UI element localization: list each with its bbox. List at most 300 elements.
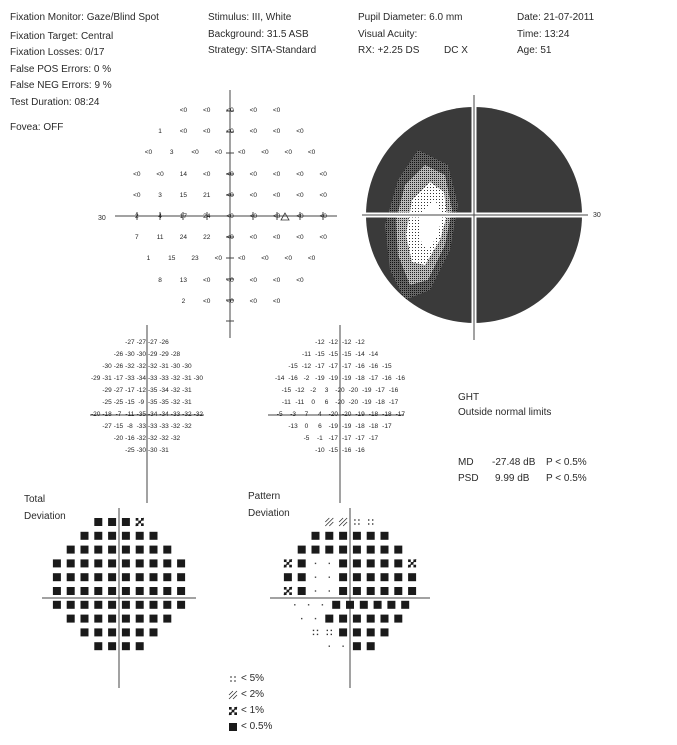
sensitivity_rows-value: <0 bbox=[319, 170, 327, 178]
legend-checker-icon bbox=[229, 707, 237, 715]
pattern-deviation-symbol bbox=[387, 601, 395, 609]
sensitivity_rows-value: <0 bbox=[249, 297, 257, 305]
stimulus: Stimulus: III, White bbox=[208, 12, 292, 23]
total-deviation-symbol bbox=[108, 559, 116, 567]
false-pos-errors: False POS Errors: 0 % bbox=[10, 64, 112, 75]
sensitivity_rows-value: <0 bbox=[144, 149, 153, 157]
total_deviation_rows-value: -32 bbox=[136, 363, 146, 370]
legend-label-05: < 0.5% bbox=[241, 721, 273, 732]
sensitivity_rows-value: <0 bbox=[296, 128, 304, 136]
md-value: -27.48 dB bbox=[492, 457, 536, 468]
pattern_deviation_rows-value: -15 bbox=[328, 351, 338, 358]
legend-solid-icon bbox=[229, 723, 237, 731]
pattern_deviation_rows-value: -16 bbox=[368, 363, 379, 370]
pattern-deviation-symbol bbox=[327, 630, 332, 635]
total-deviation-symbol bbox=[136, 518, 144, 526]
pattern-deviation-symbol bbox=[339, 518, 347, 526]
total_deviation_rows-value: -32 bbox=[182, 411, 192, 418]
total_deviation_rows-value: -30 bbox=[136, 351, 146, 358]
pattern-deviation-symbol bbox=[315, 563, 316, 564]
pattern-dev-label-1: Pattern bbox=[248, 491, 281, 502]
total_deviation_rows-value: -31 bbox=[182, 387, 192, 394]
total-deviation-symbol bbox=[108, 615, 116, 623]
pattern-dev-prob-axes bbox=[270, 508, 430, 688]
pattern_deviation_rows-value: 7 bbox=[304, 411, 309, 418]
sensitivity_rows-value: <0 bbox=[307, 255, 316, 263]
pattern_deviation_rows-value: -11 bbox=[302, 351, 311, 358]
total_deviation_rows-value: -27 bbox=[125, 339, 135, 346]
pattern_deviation_rows-value: -16 bbox=[388, 387, 399, 394]
pattern-deviation-symbol bbox=[381, 546, 389, 554]
total-deviation-symbol bbox=[177, 573, 185, 581]
pattern-deviation-symbol bbox=[339, 587, 347, 595]
pattern_deviation_rows-value: -17 bbox=[328, 363, 338, 370]
pattern_deviation_rows-value: -14 bbox=[274, 375, 285, 382]
pattern-deviation-symbol bbox=[353, 532, 361, 540]
pattern-deviation-symbol bbox=[353, 559, 361, 567]
pattern-deviation-symbol bbox=[329, 577, 330, 578]
total_deviation_rows-value: -32 bbox=[170, 375, 181, 382]
total_deviation_rows-value: -26 bbox=[159, 339, 169, 346]
total-deviation-symbol bbox=[94, 628, 102, 636]
dc: DC X bbox=[444, 45, 468, 56]
total-deviation-symbol bbox=[177, 587, 185, 595]
pattern-deviation-symbol bbox=[312, 532, 320, 540]
total_deviation_rows-value: -30 bbox=[193, 375, 203, 382]
pattern-deviation-symbol bbox=[353, 546, 361, 554]
pattern-deviation-symbol bbox=[325, 518, 333, 526]
pattern-deviation-symbol bbox=[339, 546, 347, 554]
pattern_deviation_rows-value: -19 bbox=[341, 423, 352, 430]
sensitivity_rows-value: 15 bbox=[168, 255, 176, 263]
total-deviation-symbol bbox=[108, 518, 116, 526]
total-deviation-symbol bbox=[163, 615, 171, 623]
sensitivity_rows-value: <0 bbox=[226, 297, 234, 305]
pattern_deviation_rows-value: -12 bbox=[355, 339, 365, 346]
total_deviation_rows-value: -25 bbox=[102, 399, 112, 406]
sensitivity_rows-value: <0 bbox=[319, 213, 327, 220]
pattern-deviation-symbol bbox=[353, 628, 361, 636]
sensitivity_rows-value: 3 bbox=[169, 149, 174, 157]
pattern_deviation_rows-value: -12 bbox=[328, 339, 338, 346]
total-deviation-symbol bbox=[81, 587, 89, 595]
pattern_deviation_rows-value: -11 bbox=[295, 399, 305, 406]
total_deviation_rows-value: -32 bbox=[193, 411, 203, 418]
total_deviation_rows-value: -31 bbox=[182, 375, 192, 382]
pattern-deviation-symbol bbox=[394, 587, 402, 595]
total_deviation_rows-value: -32 bbox=[182, 423, 192, 430]
pattern-deviation-symbol bbox=[381, 559, 389, 567]
pattern_deviation_rows-value: -17 bbox=[341, 363, 352, 370]
pattern_deviation_rows-value: -17 bbox=[368, 375, 379, 382]
pattern-deviation-symbol bbox=[284, 573, 292, 581]
total_deviation_rows-value: -31 bbox=[102, 375, 112, 382]
legend-label-1: < 1% bbox=[241, 705, 265, 716]
psd-label: PSD bbox=[458, 473, 479, 484]
total_deviation_rows-value: -18 bbox=[102, 411, 112, 418]
pattern_deviation_rows-value: -18 bbox=[368, 423, 379, 430]
total-deviation-symbol bbox=[150, 559, 158, 567]
pattern-deviation-symbol bbox=[354, 519, 359, 524]
sensitivity_rows-value: <0 bbox=[272, 107, 281, 114]
pattern_deviation_rows-value: 0 bbox=[311, 399, 315, 406]
total-deviation-symbol bbox=[177, 601, 185, 609]
total-deviation-symbol bbox=[81, 573, 89, 581]
pattern_deviation_rows-value: -12 bbox=[315, 339, 325, 346]
date: Date: 21-07-2011 bbox=[517, 12, 595, 23]
total_deviation_rows-value: -35 bbox=[147, 399, 158, 406]
pattern_deviation_rows-value: -18 bbox=[382, 411, 392, 418]
md-probability: P < 0.5% bbox=[546, 457, 587, 468]
total-dev-prob-axes bbox=[42, 508, 196, 688]
total-deviation-symbol bbox=[122, 628, 130, 636]
pattern-deviation-symbol bbox=[394, 559, 402, 567]
pattern-deviation-symbol bbox=[353, 587, 361, 595]
pattern_deviation_rows-value: -15 bbox=[288, 363, 298, 370]
legend-symbols bbox=[229, 676, 237, 731]
total-deviation-symbol bbox=[108, 532, 116, 540]
sensitivity_rows-value: <0 bbox=[249, 213, 257, 220]
pattern-deviation-symbol bbox=[298, 587, 306, 595]
sensitivity_rows-value: <0 bbox=[319, 191, 327, 199]
total-deviation-symbol bbox=[81, 546, 89, 554]
sensitivity_rows-value: <0 bbox=[296, 234, 304, 242]
psd-value: 9.99 dB bbox=[495, 473, 530, 484]
total-deviation-symbol bbox=[108, 601, 116, 609]
total-deviation-symbol bbox=[122, 518, 130, 526]
total-deviation-symbol bbox=[94, 532, 102, 540]
pattern_deviation_rows-value: -16 bbox=[355, 447, 365, 454]
pattern_deviation_rows-value: -3 bbox=[290, 411, 296, 418]
total_deviation_rows-value: -34 bbox=[147, 411, 158, 418]
md-label: MD bbox=[458, 457, 474, 468]
legend-hatch-icon bbox=[229, 691, 237, 699]
pattern_deviation_rows-value: -17 bbox=[382, 423, 392, 430]
pattern_deviation_rows-value: -16 bbox=[382, 375, 392, 382]
pattern-deviation-symbol bbox=[329, 646, 330, 647]
sensitivity_rows-value: <0 bbox=[272, 234, 281, 242]
psd-probability: P < 0.5% bbox=[546, 473, 587, 484]
pattern-deviation-symbol bbox=[339, 573, 347, 581]
pattern-deviation-symbol bbox=[367, 628, 375, 636]
total-deviation-symbol bbox=[108, 628, 116, 636]
sensitivity_rows-value: <0 bbox=[272, 213, 281, 220]
legend-dots4-icon bbox=[230, 676, 235, 681]
sensitivity_rows-value: <0 bbox=[179, 128, 188, 136]
pattern-deviation-symbol bbox=[284, 587, 292, 595]
pattern-deviation-symbol bbox=[401, 601, 409, 609]
pattern-deviation-symbol bbox=[294, 604, 295, 605]
sensitivity_rows-value: <0 bbox=[249, 128, 257, 136]
pattern-deviation-symbol bbox=[374, 601, 382, 609]
total-deviation-symbol bbox=[53, 601, 61, 609]
pattern_deviation_rows-value: 4 bbox=[318, 411, 322, 418]
total-deviation-symbol bbox=[94, 573, 102, 581]
pattern_deviation_rows-value: -2 bbox=[303, 375, 310, 382]
total-deviation-symbol bbox=[67, 601, 75, 609]
pattern-deviation-symbol bbox=[367, 546, 375, 554]
total-deviation-symbol bbox=[122, 642, 130, 650]
pattern-deviation-symbol bbox=[353, 615, 361, 623]
total-deviation-symbol bbox=[163, 573, 171, 581]
sensitivity_rows-value: <0 bbox=[214, 149, 223, 157]
total-deviation-symbol bbox=[150, 532, 158, 540]
sensitivity_rows-value: 1 bbox=[158, 128, 162, 136]
pattern-deviation-symbol bbox=[408, 587, 416, 595]
sensitivity_rows-value: <0 bbox=[272, 297, 281, 305]
total_deviation_rows-value: -25 bbox=[125, 447, 135, 454]
total_deviation_rows-value: -32 bbox=[136, 435, 146, 442]
total-deviation-symbol bbox=[122, 559, 130, 567]
pattern-deviation-symbol bbox=[332, 601, 340, 609]
sensitivity_rows-value: <0 bbox=[296, 191, 304, 199]
pattern_deviation_rows-value: -11 bbox=[281, 399, 291, 406]
pattern-deviation-symbol bbox=[346, 601, 354, 609]
age: Age: 51 bbox=[517, 45, 552, 56]
sensitivity_rows-value: <0 bbox=[226, 191, 234, 199]
pattern_deviation_rows-value: -1 bbox=[316, 435, 323, 442]
sensitivity_rows-value: 14 bbox=[179, 170, 188, 178]
pattern_deviation_rows-value: 6 bbox=[318, 423, 322, 430]
total-deviation-symbol bbox=[136, 601, 144, 609]
fixation-monitor: Fixation Monitor: Gaze/Blind Spot bbox=[10, 12, 159, 23]
total_deviation_rows-value: -31 bbox=[159, 363, 169, 370]
total-deviation-symbol bbox=[94, 559, 102, 567]
sensitivity_rows-value: <0 bbox=[191, 149, 199, 157]
pattern_deviation_rows-value: -15 bbox=[382, 363, 392, 370]
total_deviation_rows-value: -12 bbox=[136, 387, 146, 394]
sensitivity_rows-value: <0 bbox=[249, 191, 257, 199]
pattern_deviation_rows-value: -17 bbox=[388, 399, 399, 406]
total_deviation_rows-value: -20 bbox=[113, 435, 124, 442]
axis-label-left: 30 bbox=[98, 215, 106, 222]
total_deviation_rows-value: -7 bbox=[115, 411, 122, 418]
pattern-deviation-symbol bbox=[367, 559, 375, 567]
total-deviation-symbol bbox=[67, 587, 75, 595]
total_deviation_rows-value: -16 bbox=[125, 435, 135, 442]
sensitivity_rows-value: <0 bbox=[133, 191, 141, 199]
total-deviation-symbol bbox=[122, 532, 130, 540]
pattern-deviation-symbol bbox=[325, 532, 333, 540]
pattern-deviation-symbol bbox=[315, 618, 316, 619]
pattern_deviation_rows-value: -5 bbox=[303, 435, 310, 442]
ght-result: Outside normal limits bbox=[458, 407, 552, 418]
greyscale-axes bbox=[360, 95, 590, 340]
sensitivity_rows-value: 24 bbox=[203, 213, 211, 220]
total_deviation_rows-value: -30 bbox=[125, 351, 135, 358]
sensitivity_rows-value: <0 bbox=[202, 170, 211, 178]
sensitivity_rows-value: <0 bbox=[272, 170, 281, 178]
pattern_deviation_rows-value: -20 bbox=[348, 387, 359, 394]
sensitivity_rows-value: <0 bbox=[202, 107, 211, 114]
pattern_deviation_rows-value: -14 bbox=[368, 351, 379, 358]
false-neg-errors: False NEG Errors: 9 % bbox=[10, 80, 112, 91]
pattern_deviation_rows-value: -12 bbox=[295, 387, 305, 394]
total_deviation_rows-value: -33 bbox=[159, 423, 169, 430]
sensitivity_rows-value: <0 bbox=[133, 170, 141, 178]
sensitivity_rows-value: <0 bbox=[261, 255, 269, 263]
axis-label-right: 30 bbox=[593, 212, 601, 219]
sensitivity_rows-value: <0 bbox=[226, 276, 234, 284]
pattern_deviation_rows-value: -20 bbox=[335, 387, 345, 394]
sensitivity_rows-value: 13 bbox=[179, 276, 188, 284]
pattern_deviation_rows-value: -12 bbox=[341, 339, 352, 346]
visual-acuity: Visual Acuity: bbox=[358, 29, 418, 40]
total_deviation_rows-value: -15 bbox=[125, 399, 135, 406]
pattern_deviation_rows-value: -17 bbox=[341, 435, 352, 442]
sensitivity_rows-value: 22 bbox=[203, 234, 211, 242]
total_deviation_rows-value: -33 bbox=[147, 375, 158, 382]
total_deviation_rows-value: -31 bbox=[159, 447, 169, 454]
total-deviation-symbol bbox=[136, 559, 144, 567]
total-deviation-symbol bbox=[150, 546, 158, 554]
total_deviation_rows-value: -15 bbox=[113, 423, 124, 430]
total-deviation-symbol bbox=[53, 573, 61, 581]
total_deviation_rows-value: -27 bbox=[102, 423, 112, 430]
total-deviation-symbol bbox=[81, 615, 89, 623]
total-deviation-symbol bbox=[136, 615, 144, 623]
total_deviation_rows-value: -30 bbox=[170, 363, 181, 370]
total-deviation-symbol bbox=[150, 587, 158, 595]
time: Time: 13:24 bbox=[517, 29, 570, 40]
sensitivity_rows-value: 1 bbox=[146, 255, 151, 263]
sensitivity_rows-value: 24 bbox=[179, 234, 188, 242]
sensitivity_rows-value: 15 bbox=[179, 191, 188, 199]
sensitivity_rows-value: <0 bbox=[296, 213, 304, 220]
pattern-deviation-symbol bbox=[298, 546, 306, 554]
strategy: Strategy: SITA-Standard bbox=[208, 45, 317, 56]
pattern_deviation_rows-value: -19 bbox=[328, 423, 338, 430]
sensitivity_rows-value: <0 bbox=[202, 297, 211, 305]
total_deviation_rows-value: -11 bbox=[125, 411, 135, 418]
total_deviation_rows-value: -29 bbox=[159, 351, 169, 358]
total-deviation-symbol bbox=[81, 559, 89, 567]
pattern-deviation-symbol bbox=[381, 532, 389, 540]
pattern_deviation_rows-value: -15 bbox=[281, 387, 292, 394]
pattern_deviation_rows-value: -12 bbox=[301, 363, 312, 370]
total-deviation-symbol bbox=[94, 642, 102, 650]
total-deviation-symbol bbox=[163, 587, 171, 595]
sensitivity_rows-value: 21 bbox=[203, 191, 211, 199]
pattern_deviation_rows-value: -19 bbox=[362, 399, 372, 406]
pattern_deviation_rows-value: 0 bbox=[304, 423, 309, 430]
pattern_deviation_rows-value: -18 bbox=[355, 375, 365, 382]
pattern-deviation-symbol bbox=[325, 615, 333, 623]
total-dev-label-1: Total bbox=[24, 494, 46, 505]
pattern-deviation-symbol bbox=[301, 618, 302, 619]
total-deviation-symbol bbox=[163, 546, 171, 554]
pattern-deviation-symbol bbox=[339, 532, 347, 540]
pattern-deviation-symbol bbox=[353, 642, 361, 650]
pattern_deviation_rows-value: -19 bbox=[355, 411, 365, 418]
total-deviation-symbol bbox=[67, 615, 75, 623]
pattern_deviation_rows-value: -18 bbox=[355, 423, 365, 430]
total-deviation-symbol bbox=[94, 587, 102, 595]
pattern_deviation_rows-value: -15 bbox=[315, 351, 325, 358]
total-deviation-symbol bbox=[136, 642, 144, 650]
sensitivity_rows-value: 8 bbox=[158, 276, 162, 284]
pattern_deviation_rows-value: -15 bbox=[328, 447, 338, 454]
sensitivity_rows-value: 11 bbox=[156, 234, 164, 242]
sensitivity_rows-value: <0 bbox=[179, 107, 188, 114]
total_deviation_rows-value: -32 bbox=[159, 435, 169, 442]
fovea: Fovea: OFF bbox=[10, 122, 64, 133]
sensitivity_rows-value: <0 bbox=[249, 107, 257, 114]
total_deviation_rows-value: -34 bbox=[159, 387, 169, 394]
pattern-dev-label-2: Deviation bbox=[248, 508, 290, 519]
test-duration: Test Duration: 08:24 bbox=[10, 97, 100, 108]
pattern-deviation-symbol bbox=[284, 559, 292, 567]
total-deviation-symbol bbox=[122, 546, 130, 554]
sensitivity_rows-value: <0 bbox=[237, 149, 246, 157]
total_deviation_rows-value: -32 bbox=[147, 435, 158, 442]
sensitivity_rows-value: <0 bbox=[272, 128, 281, 136]
total-deviation-symbol bbox=[122, 601, 130, 609]
sensitivity_rows-value: 23 bbox=[191, 255, 199, 263]
total-deviation-symbol bbox=[163, 601, 171, 609]
sensitivity_rows-value: <0 bbox=[284, 149, 292, 157]
rx: RX: +2.25 DS bbox=[358, 45, 420, 56]
total_deviation_rows-value: -26 bbox=[113, 351, 124, 358]
pattern-deviation-symbol bbox=[394, 546, 402, 554]
sensitivity_rows-value: <0 bbox=[307, 149, 316, 157]
pattern_deviation_rows-value: -18 bbox=[375, 399, 385, 406]
pattern-deviation-symbol bbox=[381, 587, 389, 595]
sensitivity_rows-value: <0 bbox=[272, 276, 281, 284]
sensitivity_rows-value: <0 bbox=[296, 170, 304, 178]
sensitivity_rows-value: <0 bbox=[214, 255, 223, 263]
pattern_deviation_rows-value: -10 bbox=[315, 447, 325, 454]
pattern-deviation-symbol bbox=[367, 642, 375, 650]
pattern_deviation_rows-value: -17 bbox=[355, 435, 365, 442]
pattern_deviation_rows-value: -16 bbox=[288, 375, 298, 382]
total-deviation-symbol bbox=[108, 573, 116, 581]
total_deviation_rows-value: -33 bbox=[125, 375, 135, 382]
total-deviation-symbol bbox=[136, 573, 144, 581]
total_deviation_rows-value: -30 bbox=[147, 447, 158, 454]
pattern_deviation_rows-value: -5 bbox=[276, 411, 283, 418]
total_deviation_rows-value: -17 bbox=[125, 387, 135, 394]
total_deviation_rows-value: -32 bbox=[147, 363, 158, 370]
total-deviation-symbol bbox=[94, 518, 102, 526]
sensitivity_rows-value: 4 bbox=[158, 213, 162, 220]
total_deviation_rows-value: -33 bbox=[159, 375, 169, 382]
sensitivity_rows-value: <0 bbox=[249, 276, 257, 284]
pattern_deviation_rows-value: -17 bbox=[368, 435, 379, 442]
total_deviation_rows-value: -35 bbox=[136, 411, 146, 418]
total_deviation_rows-value: -34 bbox=[136, 375, 146, 382]
total_deviation_rows-value: -34 bbox=[159, 411, 169, 418]
total-deviation-symbol bbox=[81, 601, 89, 609]
pattern-deviation-symbol bbox=[381, 615, 389, 623]
total_deviation_rows-value: -27 bbox=[113, 387, 124, 394]
sensitivity_rows-value: <0 bbox=[296, 276, 304, 284]
sensitivity_rows-value: <0 bbox=[226, 128, 234, 136]
sensitivity_rows-value: <0 bbox=[226, 170, 234, 178]
pattern_deviation_rows-value: -20 bbox=[348, 399, 359, 406]
total_deviation_rows-value: -33 bbox=[136, 423, 146, 430]
total-deviation-symbol bbox=[150, 573, 158, 581]
total-deviation-symbol bbox=[108, 642, 116, 650]
pattern_deviation_rows-value: -19 bbox=[315, 375, 325, 382]
pattern-deviation-symbol bbox=[381, 628, 389, 636]
total_deviation_rows-value: -17 bbox=[113, 375, 124, 382]
pattern-deviation-symbol bbox=[315, 590, 316, 591]
sensitivity_rows-value: 3 bbox=[158, 191, 162, 199]
sensitivity_rows-value: <0 bbox=[226, 107, 234, 114]
pattern_deviation_rows-value: -19 bbox=[328, 375, 338, 382]
pattern_deviation_rows-value: -17 bbox=[328, 435, 338, 442]
